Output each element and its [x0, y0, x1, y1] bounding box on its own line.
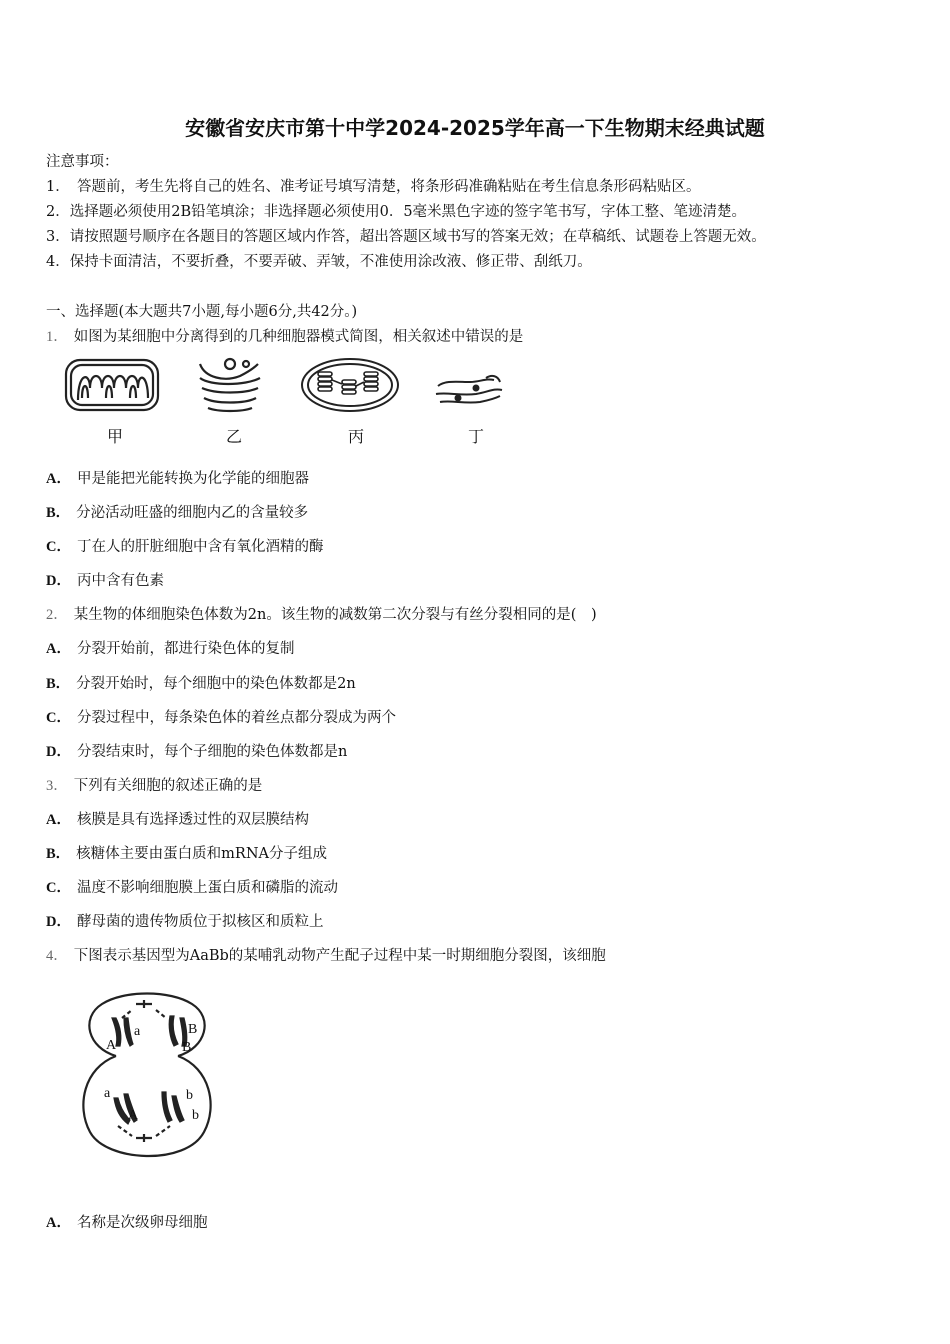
question-number: 1．	[46, 329, 68, 345]
option-text: 核膜是具有选择透过性的双层膜结构	[76, 812, 309, 828]
organelle-yi	[200, 359, 260, 411]
gene-label: A	[106, 1038, 117, 1053]
option-a[interactable]	[46, 469, 309, 489]
question-text: 下图表示基因型为AaBb的某哺乳动物产生配子过程中某一时期细胞分裂图，该细胞	[73, 948, 606, 964]
notice-item: 2．选择题必须使用2B铅笔填涂；非选择题必须使用0．5毫米黑色字迹的签字笔书写，字体工整、笔迹清楚。	[46, 204, 747, 220]
option-text: 分裂过程中，每条染色体的着丝点都分裂成为两个	[76, 710, 396, 726]
gene-label: b	[192, 1108, 199, 1123]
figure-label-ding: 丁	[468, 427, 485, 446]
gene-label: a	[104, 1086, 111, 1101]
option-b[interactable]	[46, 844, 327, 864]
question-number: 2．	[46, 607, 68, 623]
option-text: 酵母菌的遗传物质位于拟核区和质粒上	[76, 914, 324, 930]
option-text: 温度不影响细胞膜上蛋白质和磷脂的流动	[76, 880, 338, 896]
notice-item: 1． 答题前，考生先将自己的姓名、准考证号填写清楚，将条形码准确粘贴在考生信息条形码粘贴区。	[46, 179, 701, 195]
gene-label: B	[188, 1022, 198, 1037]
option-letter: C．	[46, 880, 71, 896]
section-heading: 一、选择题(本大题共7小题,每小题6分,共42分。)	[46, 304, 358, 320]
gene-label: a	[134, 1024, 141, 1039]
question-4-stem	[46, 946, 606, 966]
option-text: 核糖体主要由蛋白质和mRNA分子组成	[76, 846, 327, 862]
option-c[interactable]	[46, 537, 323, 557]
option-a[interactable]	[46, 639, 294, 659]
gene-label: B	[182, 1040, 192, 1055]
option-text: 分裂结束时，每个子细胞的染色体数都是n	[76, 744, 348, 760]
figure-label-jia: 甲	[107, 427, 124, 446]
option-text: 分裂开始前，都进行染色体的复制	[76, 641, 295, 657]
organelle-diagram	[60, 352, 520, 452]
organelle-bing	[302, 359, 398, 411]
option-letter: B．	[46, 676, 71, 692]
option-a[interactable]	[46, 1213, 207, 1233]
question-text: 如图为某细胞中分离得到的几种细胞器模式简图，相关叙述中错误的是	[73, 329, 524, 345]
option-d[interactable]	[46, 571, 164, 591]
option-letter: C．	[46, 710, 71, 726]
gene-label: b	[186, 1088, 193, 1103]
notice-heading: 注意事项：	[46, 154, 119, 170]
organelle-ding	[436, 376, 502, 403]
option-b[interactable]	[46, 503, 308, 523]
page-title: 安徽省安庆市第十中学2024-2025学年高一下生物期末经典试题	[185, 116, 765, 140]
question-3-stem	[46, 776, 262, 796]
option-letter: A．	[46, 812, 71, 828]
option-letter: C．	[46, 539, 71, 555]
option-letter: D．	[46, 573, 71, 589]
option-b[interactable]	[46, 674, 356, 694]
option-text: 分泌活动旺盛的细胞内乙的含量较多	[76, 505, 309, 521]
option-letter: B．	[46, 505, 71, 521]
question-number: 4．	[46, 948, 68, 964]
question-text: 下列有关细胞的叙述正确的是	[73, 778, 263, 794]
question-number: 3．	[46, 778, 68, 794]
cell-division-diagram	[74, 988, 219, 1170]
question-text: 某生物的体细胞染色体数为2n。该生物的减数第二次分裂与有丝分裂相同的是( )	[73, 607, 597, 623]
option-c[interactable]	[46, 708, 396, 728]
cell-division-figure	[74, 988, 219, 1170]
option-letter: D．	[46, 914, 71, 930]
option-text: 丁在人的肝脏细胞中含有氧化酒精的酶	[76, 539, 324, 555]
option-text: 丙中含有色素	[76, 573, 164, 589]
option-a[interactable]	[46, 810, 309, 830]
option-letter: D．	[46, 744, 71, 760]
option-letter: B．	[46, 846, 71, 862]
notice-item: 3．请按照题号顺序在各题目的答题区域内作答，超出答题区域书写的答案无效；在草稿纸、试题卷上答题无效。	[46, 229, 766, 245]
question-2-stem	[46, 605, 597, 625]
option-letter: A．	[46, 471, 71, 487]
option-text: 甲是能把光能转换为化学能的细胞器	[76, 471, 309, 487]
figure-label-yi: 乙	[226, 427, 243, 446]
option-letter: A．	[46, 641, 71, 657]
gene-label: A	[128, 1108, 139, 1123]
question-1-stem	[46, 327, 523, 347]
figure-label-bing: 丙	[348, 427, 365, 446]
option-d[interactable]	[46, 742, 347, 762]
option-letter: A．	[46, 1215, 71, 1231]
option-text: 分裂开始时，每个细胞中的染色体数都是2n	[76, 676, 356, 692]
option-c[interactable]	[46, 878, 338, 898]
organelle-jia	[66, 360, 158, 410]
option-text: 名称是次级卵母细胞	[76, 1215, 208, 1231]
option-d[interactable]	[46, 912, 323, 932]
organelle-figure	[60, 352, 520, 452]
notice-item: 4．保持卡面清洁，不要折叠，不要弄破、弄皱，不准使用涂改液、修正带、刮纸刀。	[46, 254, 592, 270]
